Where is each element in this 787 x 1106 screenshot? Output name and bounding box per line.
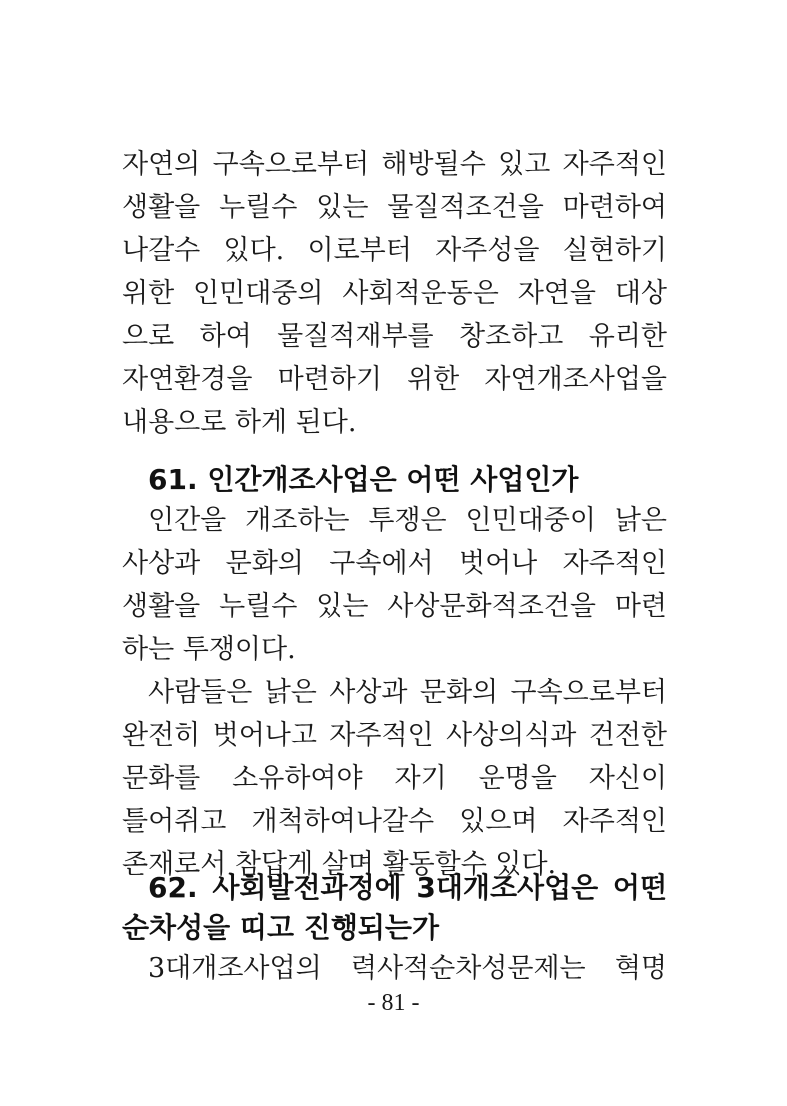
text-line: 3대개조사업의 력사적순차성문제는 혁명 xyxy=(148,953,667,984)
section-heading: 62. 사회발전과정에 3대개조사업은 어떤 xyxy=(148,871,667,904)
text-line: 생활을 누릴수 있는 사상문화적조건을 마련 xyxy=(122,591,667,622)
text-line: 사상과 문화의 구속에서 벗어나 자주적인 xyxy=(122,548,667,579)
text-line: 문화를 소유하여야 자기 운명을 자신이 xyxy=(122,763,667,794)
text-line: 완전히 벗어나고 자주적인 사상의식과 건전한 xyxy=(122,720,667,751)
text-line: 인간을 개조하는 투쟁은 인민대중이 낡은 xyxy=(148,505,667,536)
text-line: 하는 투쟁이다. xyxy=(122,634,296,665)
text-line: 자연환경을 마련하기 위한 자연개조사업을 xyxy=(122,364,667,395)
text-line: 사람들은 낡은 사상과 문화의 구속으로부터 xyxy=(148,677,667,708)
text-line: 나갈수 있다. 이로부터 자주성을 실현하기 xyxy=(122,235,667,266)
text-line: 자연의 구속으로부터 해방될수 있고 자주적인 xyxy=(122,149,667,180)
page-number: - 81 - xyxy=(367,990,420,1016)
section-heading: 61. 인간개조사업은 어떤 사업인가 xyxy=(148,463,579,496)
text-line: 으로 하여 물질적재부를 창조하고 유리한 xyxy=(122,321,667,352)
text-line: 틀어쥐고 개척하여나갈수 있으며 자주적인 xyxy=(122,806,667,837)
text-line: 존재로서 참답게 살며 활동할수 있다. xyxy=(122,849,557,880)
text-line: 생활을 누릴수 있는 물질적조건을 마련하여 xyxy=(122,192,667,223)
section-heading: 순차성을 띠고 진행되는가 xyxy=(122,911,440,944)
text-line: 내용으로 하게 된다. xyxy=(122,407,357,438)
text-line: 위한 인민대중의 사회적운동은 자연을 대상 xyxy=(122,278,667,309)
